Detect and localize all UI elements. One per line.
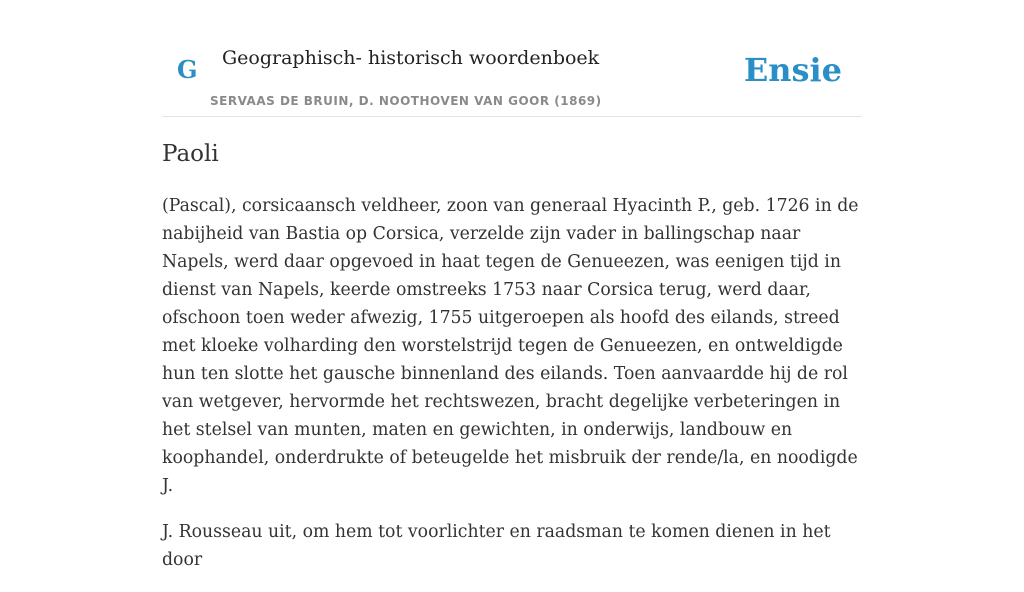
entry-title: Paoli: [162, 141, 219, 167]
entry-body: [162, 192, 864, 592]
book-title-link[interactable]: Geographisch- historisch woordenboek: [222, 47, 600, 69]
book-initial-icon[interactable]: G: [177, 55, 198, 84]
header: [162, 0, 862, 117]
book-meta: SERVAAS DE BRUIN, D. NOOTHOVEN VAN GOOR (1869): [210, 94, 602, 108]
entry-paragraph: (Pascal), corsicaansch veldheer, zoon van generaal Hyacinth P., geb. 1726 in de nabijheid van Bastia op Corsica, verzelde zijn vader in ballingschap naar Napels, werd daar opgevoed in haat tegen de Genueezen, was eenigen tijd in dienst van Napels, keerde omstreeks 1753 naar Corsica terug, werd daar, ofschoon toen weder afwezig, 1755 uitgeroepen als hoofd des eilands, streed met kloeke volharding den worstelstrijd tegen de Genueezen, en ontweldigde hun ten slotte het gausche binnenland des eilands. Toen aanvaardde hij de rol van wetgever, hervormde het rechtswezen, bracht degelijke verbeteringen in het stelsel van munten, maten en gewichten, in onderwijs, landbouw en koophandel, onderdrukte of beteugelde het misbruik der rende/la, en noodigde J.: [162, 196, 859, 496]
entry-paragraph: J. Rousseau uit, om hem tot voorlichter en raadsman te komen dienen in het door: [162, 522, 831, 570]
brand-logo-link[interactable]: Ensie: [743, 51, 842, 89]
